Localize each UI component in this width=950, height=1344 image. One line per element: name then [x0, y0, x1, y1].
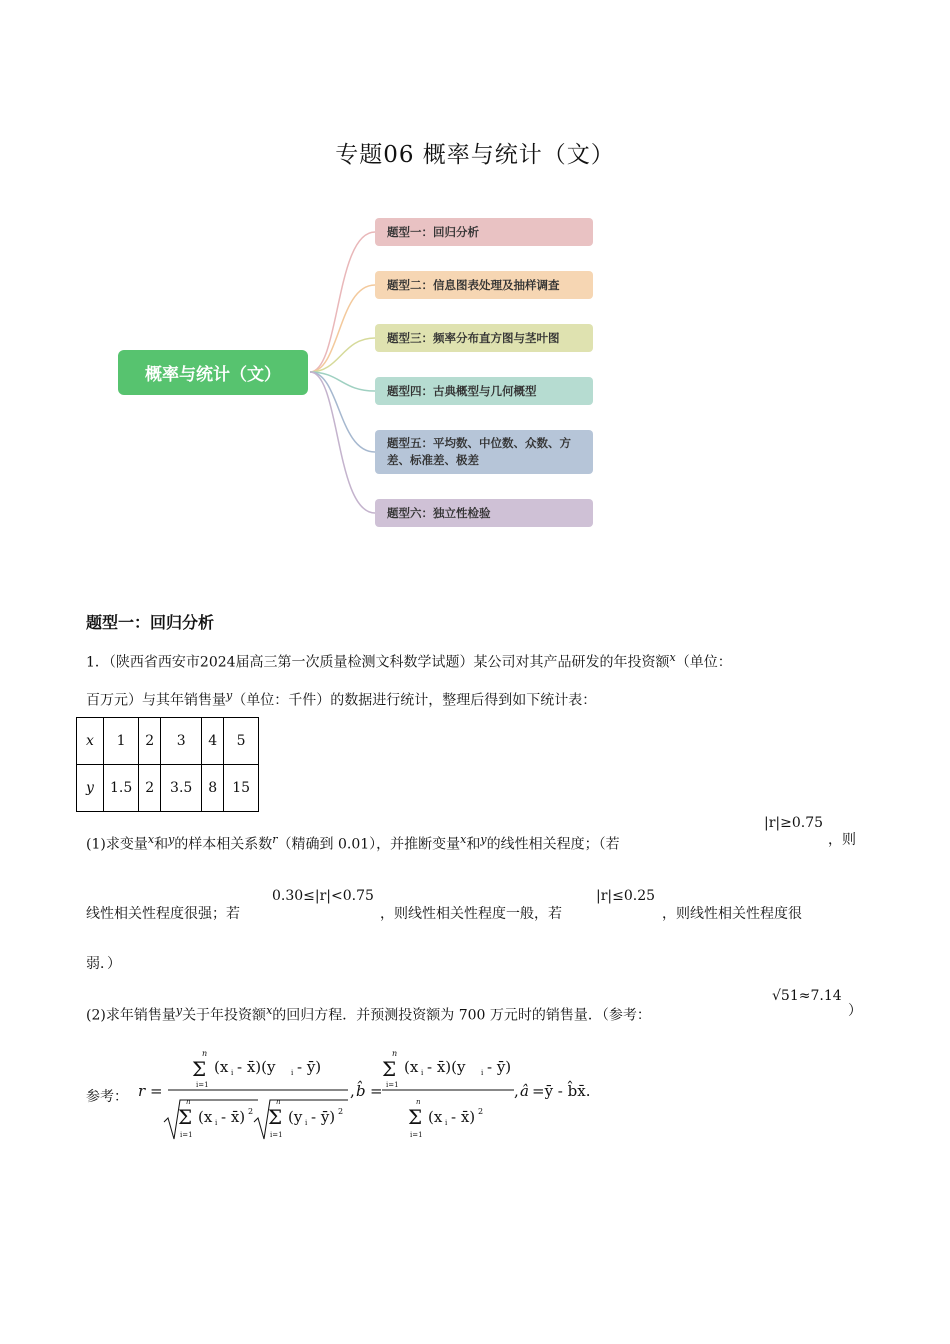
- page-title: 专题06 概率与统计（文）: [335, 142, 615, 168]
- svg-text:,: ,: [350, 1082, 355, 1100]
- svg-text:i: i: [305, 1119, 308, 1127]
- var-x: x: [460, 833, 467, 846]
- q1-text: 的线性相关程度；（若: [486, 836, 620, 853]
- q1-text: 百万元）与其年销售量: [86, 692, 226, 709]
- svg-text:i=1: i=1: [180, 1131, 193, 1139]
- svg-text:n: n: [416, 1098, 421, 1106]
- svg-text:,: ,: [514, 1082, 519, 1100]
- svg-text:=ȳ - b̂x̄.: =ȳ - b̂x̄.: [532, 1082, 591, 1100]
- svg-text:i: i: [291, 1069, 294, 1077]
- svg-text:- x̄)(y: - x̄)(y: [427, 1058, 466, 1076]
- table-row: [77, 765, 259, 812]
- svg-text:- ȳ): - ȳ): [487, 1058, 512, 1076]
- var-y: y: [168, 833, 175, 846]
- table-cell: 1.5: [104, 765, 139, 812]
- q1-text: （精确到 0.01），并推断变量: [277, 836, 461, 853]
- mindmap-branch-3: 题型三：频率分布直方图与茎叶图: [375, 324, 593, 352]
- q1-text: 的样本相关系数: [174, 836, 273, 853]
- svg-text:i=1: i=1: [196, 1081, 209, 1089]
- q1-line1: [86, 648, 732, 673]
- mindmap-connectors: [300, 215, 390, 535]
- svg-text:(x: (x: [198, 1108, 213, 1126]
- q1-text: ，则线性相关性程度很: [662, 906, 802, 922]
- var-y: y: [226, 689, 233, 702]
- q1-text: ）: [848, 1003, 862, 1019]
- svg-text:i=1: i=1: [270, 1131, 283, 1139]
- table-cell: 1: [104, 718, 139, 765]
- reference-sqrt: √51≈7.14: [772, 988, 842, 1004]
- q1-text: （单位：: [675, 654, 732, 671]
- svg-text:i: i: [231, 1069, 234, 1077]
- q1-text: 和: [154, 836, 169, 853]
- table-cell: 2: [139, 765, 161, 812]
- svg-text:i=1: i=1: [410, 1131, 423, 1139]
- var-y: y: [480, 833, 487, 846]
- stat-table: [76, 717, 259, 812]
- svg-text:i: i: [215, 1119, 218, 1127]
- var-x: x: [669, 651, 676, 664]
- mindmap-branch-2: 题型二：信息图表处理及抽样调查: [375, 271, 593, 299]
- q1-text: 关于年投资额: [182, 1007, 267, 1024]
- svg-text:i: i: [445, 1119, 448, 1127]
- var-y: y: [175, 1004, 183, 1017]
- svg-text:(y: (y: [288, 1108, 303, 1126]
- svg-text:(x: (x: [214, 1058, 229, 1076]
- svg-text:i: i: [481, 1069, 484, 1077]
- mindmap-branch-6: 题型六：独立性检验: [375, 499, 593, 527]
- q1-text: 弱．）: [86, 956, 121, 972]
- svg-text:r: r: [138, 1082, 146, 1100]
- table-cell: x: [77, 718, 104, 765]
- mindmap-branch-4: 题型四：古典概型与几何概型: [375, 377, 593, 405]
- q1-part1-line1: [86, 830, 620, 855]
- svg-text:- ȳ): - ȳ): [297, 1058, 322, 1076]
- table-cell: y: [77, 765, 104, 812]
- q1-text: （单位：千件）的数据进行统计，整理后得到如下统计表：: [232, 692, 597, 709]
- regression-formulas: [134, 1044, 604, 1144]
- svg-text:i=1: i=1: [386, 1081, 399, 1089]
- table-cell: 3.5: [161, 765, 202, 812]
- q1-text: 1．（陕西省西安市2024届高三第一次质量检测文科数学试题）某公司对其产品研发的年投资额: [86, 654, 670, 671]
- svg-text:Σ: Σ: [382, 1057, 397, 1081]
- reference-label: 参考：: [86, 1089, 128, 1105]
- table-cell: 5: [224, 718, 259, 765]
- condition-strong: |r|≥0.75: [764, 815, 824, 831]
- q1-text: ，则: [828, 832, 856, 848]
- q1-text: (1)求变量: [86, 836, 148, 853]
- svg-text:2: 2: [248, 1107, 254, 1116]
- svg-text:i: i: [421, 1069, 424, 1077]
- q1-text: 和: [466, 836, 481, 853]
- svg-text:- ȳ): - ȳ): [311, 1108, 336, 1126]
- svg-text:n: n: [186, 1098, 191, 1106]
- mindmap-branch-1: 题型一：回归分析: [375, 218, 593, 246]
- svg-text:Σ: Σ: [178, 1105, 193, 1129]
- svg-text:2: 2: [338, 1107, 344, 1116]
- var-r: r: [272, 833, 278, 846]
- svg-text:n: n: [276, 1098, 281, 1106]
- q1-text: (2)求年销售量: [86, 1007, 176, 1024]
- svg-text:=: =: [150, 1082, 163, 1100]
- svg-text:Σ: Σ: [192, 1057, 207, 1081]
- var-x: x: [266, 1004, 273, 1017]
- svg-text:- x̄): - x̄): [451, 1108, 476, 1126]
- table-cell: 2: [139, 718, 161, 765]
- table-cell: 15: [224, 765, 259, 812]
- svg-text:n: n: [202, 1049, 208, 1058]
- table-cell: 8: [202, 765, 224, 812]
- svg-text:2: 2: [478, 1107, 484, 1116]
- svg-text:n: n: [392, 1049, 398, 1058]
- svg-text:b̂: b̂: [356, 1082, 366, 1100]
- section-heading: 题型一：回归分析: [86, 613, 215, 632]
- q1-part2-line: [86, 1001, 651, 1026]
- var-x: x: [147, 833, 155, 846]
- svg-text:â: â: [520, 1082, 529, 1100]
- condition-medium: 0.30≤|r|<0.75: [272, 888, 374, 904]
- svg-text:- x̄)(y: - x̄)(y: [237, 1058, 276, 1076]
- q1-text: 的回归方程．并预测投资额为 700 万元时的销售量．（参考：: [272, 1007, 651, 1024]
- svg-text:(x: (x: [404, 1058, 419, 1076]
- svg-text:- x̄): - x̄): [221, 1108, 246, 1126]
- svg-text:Σ: Σ: [268, 1105, 283, 1129]
- table-cell: 4: [202, 718, 224, 765]
- table-cell: 3: [161, 718, 202, 765]
- svg-text:(x: (x: [428, 1108, 443, 1126]
- mindmap-branch-5: 题型五：平均数、中位数、众数、方差、标准差、极差: [375, 430, 593, 474]
- condition-weak: |r|≤0.25: [596, 888, 656, 904]
- svg-text:=: =: [370, 1082, 383, 1100]
- q1-text: 线性相关性程度很强；若: [86, 906, 240, 922]
- svg-text:Σ: Σ: [408, 1105, 423, 1129]
- mindmap-root: 概率与统计（文）: [118, 350, 308, 395]
- q1-text: ，则线性相关性程度一般，若: [380, 906, 562, 922]
- table-row: [77, 718, 259, 765]
- q1-line2: [86, 686, 596, 711]
